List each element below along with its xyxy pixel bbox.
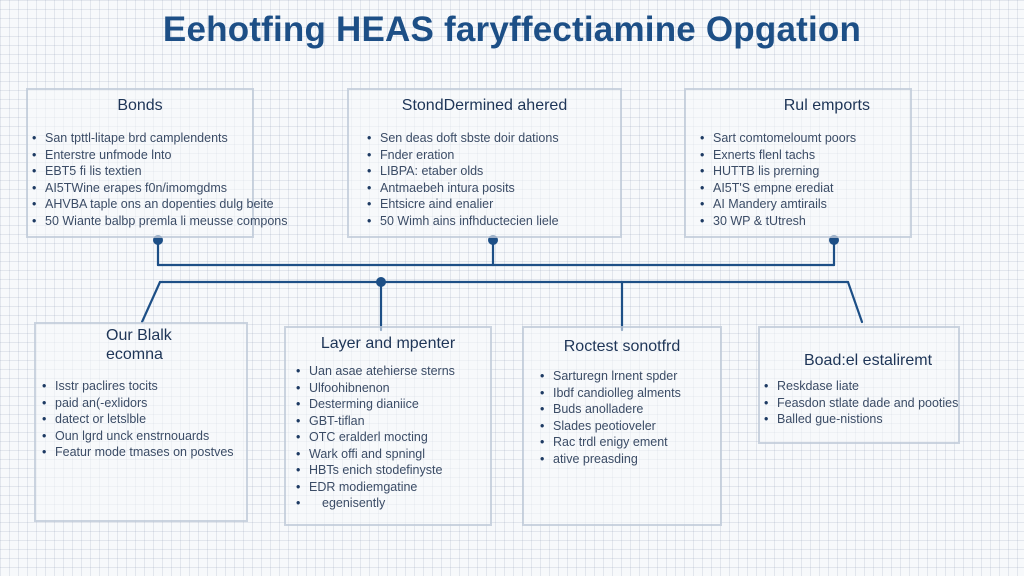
list-item: • Wark offi and spningl [296, 446, 490, 463]
list-item: • 50 Wiante balbp premla li meusse compons [32, 213, 252, 230]
list-item: • EBT5 fi lis textien [32, 163, 252, 180]
list-item: • Sart comtomeloumt poors [700, 130, 910, 147]
card-title: Our Blalk ecomna [106, 327, 172, 363]
list-item: • AI5T'S empne erediat [700, 180, 910, 197]
card-title: Roctest sonotfrd [563, 338, 681, 355]
list-item: • Fnder eration [367, 147, 620, 164]
list-item: • GBT-tiflan [296, 413, 490, 430]
card-item-list [42, 378, 246, 461]
card-bonds [26, 88, 288, 238]
list-item: • Ulfoohibnenon [296, 380, 490, 397]
list-item: • Isstr paclires tocits [42, 378, 246, 395]
card-rul-emports [684, 88, 912, 238]
list-item: • Slades peotioveler [540, 418, 720, 435]
list-item: • Sen deas doft sbste doir dations [367, 130, 620, 147]
list-item: • AHVBA taple ons an dopenties dulg beite [32, 196, 252, 213]
card-boad-estaliremt [758, 326, 960, 444]
card-title: StondDermined ahered [401, 97, 568, 114]
list-item: • Reskdase liate [764, 378, 958, 395]
list-item: • Exnerts flenl tachs [700, 147, 910, 164]
list-item: • Rac trdl enigy ement [540, 434, 720, 451]
card-layer-and-mpenter [284, 326, 492, 526]
list-item: • Sarturegn lrnent spder [540, 368, 720, 385]
list-item: • Ibdf candiolleg alments [540, 385, 720, 402]
list-item: • Uan asae atehierse sterns [296, 363, 490, 380]
card-item-list [367, 130, 620, 229]
list-item: • Ehtsicre aind enalier [367, 196, 620, 213]
card-item-list [540, 368, 720, 467]
list-item: • 30 WP & tUtresh [700, 213, 910, 230]
list-item: • HUTTB lis prerning [700, 163, 910, 180]
list-item: • egenisently [296, 495, 490, 512]
list-item: • HBTs enich stodefinyste [296, 462, 490, 479]
list-item: • OTC eralderl mocting [296, 429, 490, 446]
list-item: • Desterming dianiice [296, 396, 490, 413]
card-item-list [700, 130, 910, 229]
list-item: • Feasdon stlate dade and pooties [764, 395, 958, 412]
diagram-title: Eehotfing HEAS faryffectiamine Opgation [162, 10, 862, 49]
list-item: • paid an(-exlidors [42, 395, 246, 412]
list-item: • San tpttl-litape brd camplendents [32, 130, 252, 147]
card-item-list [296, 363, 490, 512]
node-dot-center [376, 277, 386, 287]
list-item: • Oun lgrd unck enstrnouards [42, 428, 246, 445]
list-item: • EDR modiemgatine [296, 479, 490, 496]
card-title: Rul emports [783, 97, 870, 114]
list-item: • AI5TWine erapes f0n/imomgdms [32, 180, 252, 197]
list-item: • Buds anolladere [540, 401, 720, 418]
card-item-list [32, 130, 288, 229]
list-item: • Enterstre unfmode lnto [32, 147, 252, 164]
list-item: • datect or letslble [42, 411, 246, 428]
card-title: Layer and mpenter [320, 335, 456, 352]
list-item: • ative preasding [540, 451, 720, 468]
card-title: Bonds [117, 97, 163, 114]
list-item: • LIBPA: etaber olds [367, 163, 620, 180]
list-item: • AI Mandery amtirails [700, 196, 910, 213]
card-stond-dermined [347, 88, 622, 238]
card-item-list [764, 378, 958, 428]
card-title: Boad:el estaliremt [803, 352, 933, 369]
card-our-blalk [34, 322, 248, 522]
list-item: • Balled gue-nistions [764, 411, 958, 428]
card-roctest-sonotfrd [522, 326, 722, 526]
branch-line-our [142, 282, 160, 322]
list-item: • Featur mode tmases on postves [42, 444, 246, 461]
branch-line-boad [848, 282, 862, 322]
list-item: • 50 Wimh ains infhductecien liele [367, 213, 620, 230]
list-item: • Antmaebeh intura posits [367, 180, 620, 197]
